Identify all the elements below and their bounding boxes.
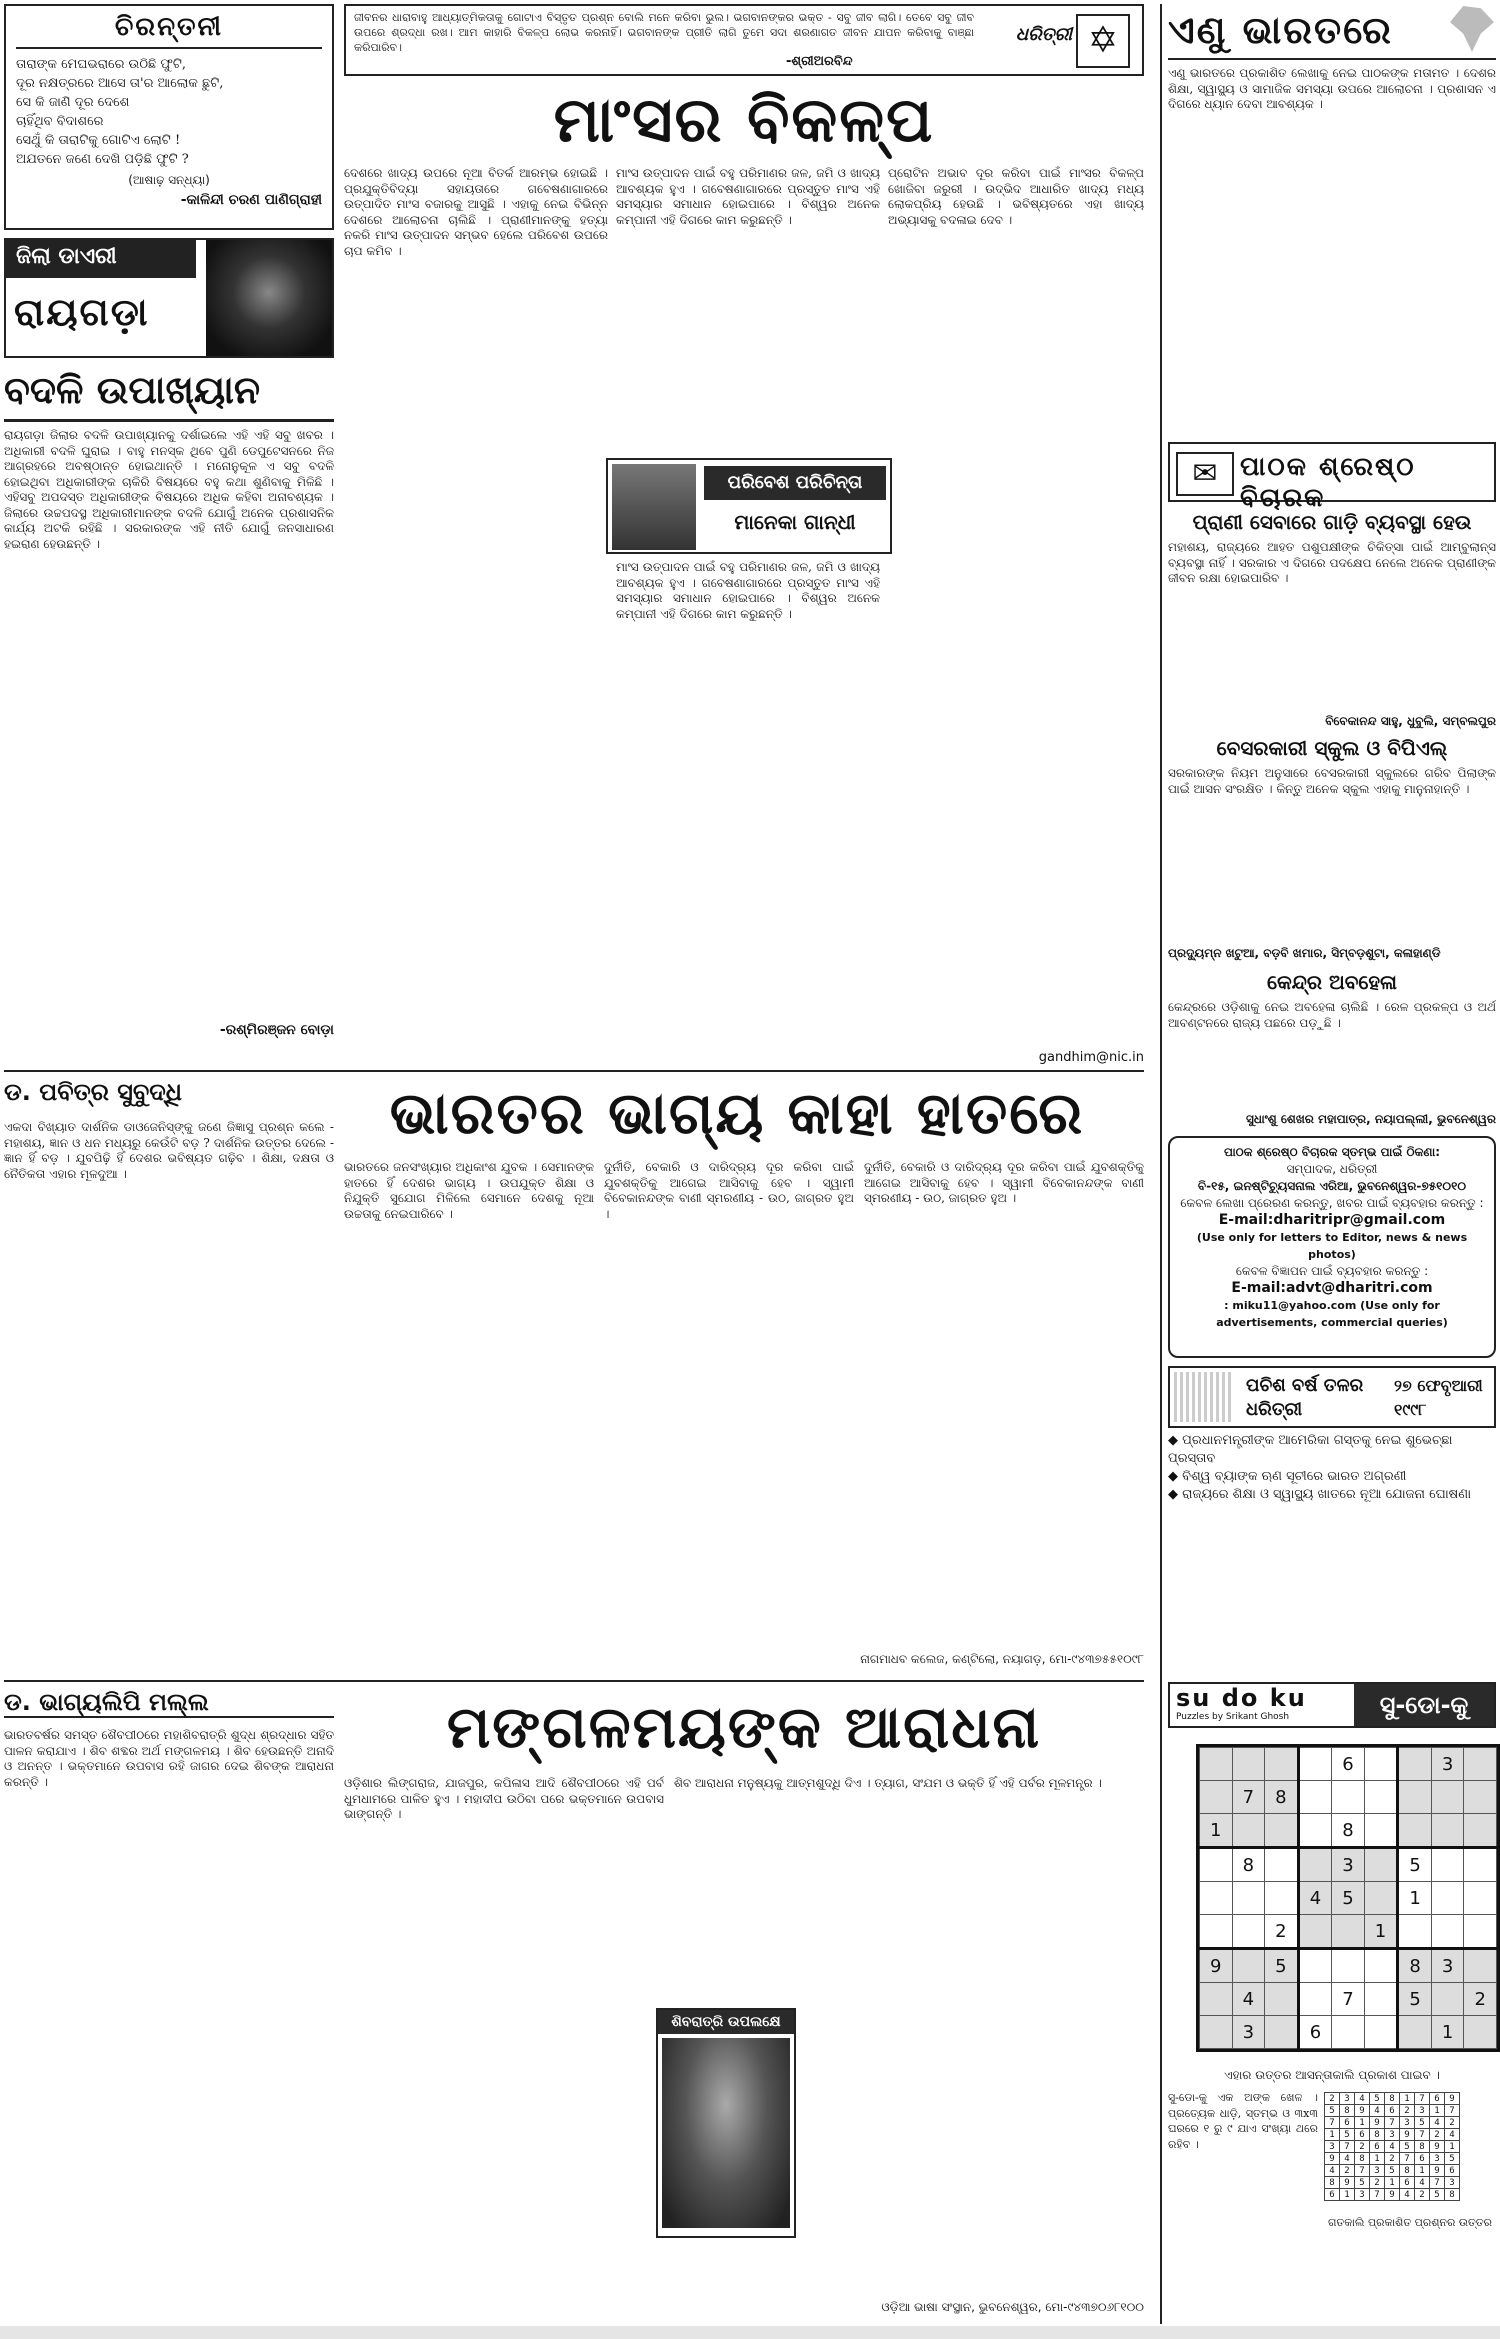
letter2-body: ସରକାରଙ୍କ ନିୟମ ଅନୁସାରେ ବେସରକାରୀ ସ୍କୁଲରେ ଗରିବ ପିଲାଙ୍କ ପାଇଁ ଆସନ ସଂରକ୍ଷିତ । କିନ୍ତୁ ଅନେକ ସ୍କୁଲ ଏହାକୁ ମାନୁନାହାନ୍ତି । xyxy=(1168,766,1496,796)
deity-image xyxy=(206,240,332,356)
sudoku-cell: 8 xyxy=(1332,1814,1365,1848)
solution-cell: 3 xyxy=(1355,2189,1370,2201)
sudoku-cell: 4 xyxy=(1298,1882,1332,1915)
sudoku-answer-note: ଏହାର ଉତ୍ତର ଆସନ୍ତାକାଲି ପ୍ରକାଶ ପାଇବ । xyxy=(1224,2068,1440,2082)
sudoku-cell: 9 xyxy=(1200,1949,1233,1983)
badali-headline: ବଦଳି ଉପାଖ୍ୟାନ xyxy=(4,368,334,422)
mangal-address: ଓଡ଼ିଆ ଭାଷା ସଂସ୍ଥାନ, ଭୁବନେଶ୍ୱର, ମୋ-୯୪୩୭୦୬୮୧୦୦ xyxy=(881,2300,1144,2314)
solution-cell: 2 xyxy=(1415,2189,1430,2201)
solution-cell: 8 xyxy=(1415,2141,1430,2153)
solution-cell: 5 xyxy=(1340,2129,1355,2141)
letter2-title: ବେସରକାରୀ ସ୍କୁଲ ଓ ବିପିଏଲ୍‌ xyxy=(1216,736,1448,760)
sudoku-cell: 5 xyxy=(1398,1983,1432,2016)
sudoku-cell[interactable] xyxy=(1364,1748,1398,1781)
reader-banner-title: ପାଠକ ଶ୍ରେଷ୍ଠ ବିଚାରକ xyxy=(1240,452,1416,513)
solution-cell: 7 xyxy=(1415,2129,1430,2141)
solution-cell: 5 xyxy=(1400,2141,1415,2153)
solution-cell: 6 xyxy=(1325,2189,1340,2201)
solution-cell: 6 xyxy=(1430,2093,1445,2105)
sudoku-cell[interactable] xyxy=(1200,1915,1233,1949)
sudoku-cell: 2 xyxy=(1464,1983,1497,2016)
archive-item: ◆ ରାଜ୍ୟରେ ଶିକ୍ଷା ଓ ସ୍ୱାସ୍ଥ୍ୟ ଖାତରେ ନୂଆ ଯୋଜନା ଘୋଷଣା xyxy=(1168,1487,1472,1502)
solution-cell: 5 xyxy=(1355,2177,1370,2189)
sudoku-cell[interactable] xyxy=(1364,1781,1398,1814)
bharat-body-col3: ଦୁର୍ନୀତି, ବେକାରି ଓ ଦାରିଦ୍ର୍ୟ ଦୂର କରିବା ପାଇଁ ଯୁବଶକ୍ତିକୁ ଆଗେଇ ଆସିବାକୁ ହେବ । ସ୍ୱାମୀ ବିବେକାନନ୍ଦଙ୍କ ବାଣୀ ସ୍ମରଣୀୟ - ଉଠ, ଜାଗ୍ରତ ହୁଅ । xyxy=(604,1160,854,1221)
chirantani-box xyxy=(4,4,334,230)
solution-cell: 1 xyxy=(1400,2093,1415,2105)
bharat-body-col4: ଦୁର୍ନୀତି, ବେକାରି ଓ ଦାରିଦ୍ର୍ୟ ଦୂର କରିବା ପାଇଁ ଯୁବଶକ୍ତିକୁ ଆଗେଇ ଆସିବାକୁ ହେବ । ସ୍ୱାମୀ ବିବେକାନନ୍ଦଙ୍କ ବାଣୀ ସ୍ମରଣୀୟ - ଉଠ, ଜାଗ୍ରତ ହୁଅ । xyxy=(864,1160,1144,1205)
solution-cell: 7 xyxy=(1340,2141,1355,2153)
right-col-divider xyxy=(1160,4,1162,2324)
sudoku-cell[interactable] xyxy=(1265,1848,1299,1882)
solution-cell: 7 xyxy=(1430,2177,1445,2189)
sudoku-cell: 6 xyxy=(1332,1748,1365,1781)
solution-cell: 6 xyxy=(1355,2129,1370,2141)
sudoku-cell[interactable] xyxy=(1232,1748,1265,1781)
sudoku-cell[interactable] xyxy=(1364,1949,1398,1983)
sudoku-cell: 7 xyxy=(1332,1983,1365,2016)
solution-cell: 3 xyxy=(1445,2177,1460,2189)
sudoku-cell[interactable] xyxy=(1200,1781,1233,1814)
archive-box xyxy=(1168,1366,1496,1428)
chirantani-poem: ତାରାଙ୍କ ମେଘଭରାରେ ଉଠିଛି ଫୁଟି, ଦୂର ନକ୍ଷତ୍ରରେ ଆସେ ତା'ର ଆଲୋକ ଛୁଟି, ସେ କି ଜାଣି ଦୂର ଦେଶେ ଚାହିଁଥିବ ବିଦାଶରେ ସେଥୁଁ କି ତାରାଟିକୁ ଗୋଟିଏ ଲୋଟି ! ଅଯତନେ ଜଣେ ଦେଖି ପଡ଼ିଛି ଫୁଟି ? xyxy=(16,57,224,167)
sudoku-credit: Puzzles by Srikant Ghosh xyxy=(1176,1712,1290,1722)
contact-line2: ବି-୧୫, ଇନଷ୍ଟିଚ୍ୟୁସନାଲ ଏରିଆ, ଭୁବନେଶ୍ୱର-୭୫୧୦୧୦ xyxy=(1197,1179,1467,1193)
sudoku-cell: 3 xyxy=(1332,1848,1365,1882)
solution-cell: 4 xyxy=(1445,2129,1460,2141)
sudoku-cell[interactable] xyxy=(1265,1983,1299,2016)
sudoku-cell[interactable] xyxy=(1298,1983,1332,2016)
sudoku-cell[interactable] xyxy=(1364,1882,1398,1915)
solution-cell: 3 xyxy=(1400,2117,1415,2129)
archive-logo xyxy=(1174,1372,1234,1422)
solution-cell: 5 xyxy=(1445,2153,1460,2165)
envelope-icon: ✉ xyxy=(1176,452,1234,496)
sudoku-cell[interactable] xyxy=(1200,1748,1233,1781)
sudoku-cell: 6 xyxy=(1298,2016,1332,2049)
solution-cell: 1 xyxy=(1385,2177,1400,2189)
sudoku-cell[interactable] xyxy=(1398,1748,1432,1781)
contact-email2[interactable]: E-mail:advt@dharitri.com xyxy=(1231,1280,1433,1296)
sudoku-cell[interactable] xyxy=(1332,1781,1365,1814)
solution-cell: 3 xyxy=(1370,2165,1385,2177)
sudoku-grid[interactable] xyxy=(1199,1747,1497,2049)
columnist-box xyxy=(606,458,892,554)
sudoku-cell[interactable] xyxy=(1332,1949,1365,1983)
letter3-title: କେନ୍ଦ୍ର ଅବହେଳା xyxy=(1266,970,1398,994)
sudoku-cell[interactable] xyxy=(1232,1882,1265,1915)
solution-cell: 2 xyxy=(1445,2117,1460,2129)
solution-cell: 6 xyxy=(1340,2117,1355,2129)
shivratri-box xyxy=(656,2008,796,2238)
archive-item: ◆ ବିଶ୍ୱ ବ୍ୟାଙ୍କ ଋଣ ସୂଚୀରେ ଭାରତ ଅଗ୍ରଣୀ xyxy=(1168,1469,1407,1484)
solution-cell: 9 xyxy=(1370,2117,1385,2129)
mangal-body-col3: ଶିବ ଆରାଧନା ମନୁଷ୍ୟକୁ ଆତ୍ମଶୁଦ୍ଧି ଦିଏ । ତ୍ୟାଗ, ସଂଯମ ଓ ଭକ୍ତି ହିଁ ଏହି ପର୍ବର ମୂଳମନ୍ତ୍ର । xyxy=(674,1776,1102,1790)
letter2-author: ପ୍ରଦ୍ୟୁମ୍ନ ଖଟୁଆ, ବଡ଼ବି ଖମାର, ସିମ୍ବଡ଼ଶୁଟା, କଳାହାଣ୍ଡି xyxy=(1168,946,1441,960)
sudoku-cell[interactable] xyxy=(1431,1814,1464,1848)
sudoku-cell[interactable] xyxy=(1464,1814,1497,1848)
quote-logo: ଧରିତ୍ରୀ xyxy=(1015,24,1072,45)
divider-lower xyxy=(4,1680,1144,1682)
sudoku-cell[interactable] xyxy=(1200,1882,1233,1915)
archive-date: ୨୭ ଫେବୃଆରୀ ୧୯୯୮ xyxy=(1394,1376,1483,1419)
badali-body: ରାୟଗଡ଼ା ଜିଲାର ବଦଳି ଉପାଖ୍ୟାନକୁ ଦର୍ଶାଇଲେ ଏହି ଏହି ସବୁ ଖବର । ଅଧିକାରୀ ବଦଳି ଘୁରାଇ । ବାହୁ ମନସ୍କ ଥିବେ ପୁଣି ଡେପୁଟେସନରେ ନିଜ ଆଗ୍ରହରେ ଅବଷ୍ଠାନ୍ତ ହୋଇଥାନ୍ତି । ମନୋନୁକୂଳ ଏ ସବୁ ବଦଳି ହୋଇଥିବା ଅଧିକାରୀଙ୍କ ଚାକିରି ବିଷୟରେ ବହୁ କଥା ଶୁଣିବାକୁ ମିଳିଛି । ଏହିସବୁ ଅପଦସ୍ତ ଅଧିକାରୀଙ୍କ ବିଷୟରେ ଅଧିକ କହିବା ଅନାବଶ୍ୟକ । ଜିଲାରେ ଉଚ୍ଚପଦସ୍ଥ ଅଧିକାରୀମାନଙ୍କ ବଦଳି ଯୋଗୁଁ ଅନେକ ପ୍ରଶାସନିକ କାର୍ଯ୍ୟ ଅଟକି ରହିଛି । ସରକାରଙ୍କ ଏହି ନୀତି ଯୋଗୁଁ ଜନସାଧାରଣ ହଇରାଣ ହେଉଛନ୍ତି । xyxy=(4,428,334,551)
sudoku-cell: 3 xyxy=(1431,1748,1464,1781)
solution-cell: 2 xyxy=(1325,2093,1340,2105)
sudoku-cell[interactable] xyxy=(1298,1949,1332,1983)
solution-cell: 3 xyxy=(1385,2129,1400,2141)
star-emblem-icon: ✡ xyxy=(1076,14,1130,68)
columnist-name: ମାନେକା ଗାନ୍ଧୀ xyxy=(734,510,856,534)
sudoku-cell[interactable] xyxy=(1364,1983,1398,2016)
solution-cell: 2 xyxy=(1370,2177,1385,2189)
contact-line1: ସମ୍ପାଦକ, ଧରିତ୍ରୀ xyxy=(1286,1162,1378,1176)
sudoku-cell[interactable] xyxy=(1398,1814,1432,1848)
solution-cell: 9 xyxy=(1430,2141,1445,2153)
sudoku-cell[interactable] xyxy=(1431,1848,1464,1882)
sudoku-cell[interactable] xyxy=(1431,1882,1464,1915)
solution-cell: 7 xyxy=(1445,2105,1460,2117)
solution-cell: 4 xyxy=(1415,2177,1430,2189)
sudoku-cell: 3 xyxy=(1431,1949,1464,1983)
bharat-body-col2: ଭାରତରେ ଜନସଂଖ୍ୟାର ଅଧିକାଂଶ ଯୁବକ । ସେମାନଙ୍କ ହାତରେ ହିଁ ଦେଶର ଭାଗ୍ୟ । ଉପଯୁକ୍ତ ଶିକ୍ଷା ଓ ନିଯୁକ୍ତି ସୁଯୋଗ ମିଳିଲେ ସେମାନେ ଦେଶକୁ ନୂଆ ଉଚ୍ଚତାକୁ ନେଇପାରିବେ । xyxy=(344,1160,594,1221)
masthead-title: ଏଣୁ ଭାରତରେ xyxy=(1168,8,1393,52)
solution-cell: 8 xyxy=(1400,2165,1415,2177)
letter3-author: ସୁଧାଂଶୁ ଶେଖର ମହାପାତ୍ର, ନୟାପଲ୍ଲୀ, ଭୁବନେଶ୍ୱର xyxy=(1246,1112,1496,1126)
mangal-body-col2: ଓଡ଼ିଶାର ଲିଙ୍ଗରାଜ, ଯାଜପୁର, କପିଳାସ ଆଦି ଶୈବପୀଠରେ ଏହି ପର୍ବ ଧୁମଧାମରେ ପାଳିତ ହୁଏ । ମହାଦୀପ ଉଠିବା ପରେ ଭକ୍ତମାନେ ଉପବାସ ଭାଙ୍ଗନ୍ତି । xyxy=(344,1776,664,1821)
solution-cell: 8 xyxy=(1340,2105,1355,2117)
zilla-diary-box xyxy=(4,238,334,358)
solution-cell: 9 xyxy=(1355,2105,1370,2117)
bharat-headline: ଭାରତର ଭାଗ୍ୟ କାହା ହାତରେ xyxy=(389,1079,1085,1147)
solution-cell: 4 xyxy=(1325,2165,1340,2177)
chirantani-title: ଚିରନ୍ତନୀ xyxy=(16,12,322,49)
solution-cell: 8 xyxy=(1370,2129,1385,2141)
mansa-body-col1: ଦେଶରେ ଖାଦ୍ୟ ଉପରେ ନୂଆ ବିତର୍କ ଆରମ୍ଭ ହୋଇଛି । ପ୍ରଯୁକ୍ତିବିଦ୍ୟା ସହାୟତାରେ ଗବେଷଣାଗାରରେ ଉତ୍ପାଦିତ ମାଂସ ବଜାରକୁ ଆସୁଛି । ଏହାକୁ ନେଇ ବିଭିନ୍ନ ଦେଶରେ ଆଲୋଚନା ଚାଲିଛି । ପ୍ରାଣୀମାନଙ୍କୁ ହତ୍ୟା ନକରି ମାଂସ ଉତ୍ପାଦନ ସମ୍ଭବ ହେଲେ ପରିବେଶ ଉପରେ ଚାପ କମିବ । xyxy=(344,166,608,258)
sudoku-cell[interactable] xyxy=(1464,1882,1497,1915)
sudoku-cell[interactable] xyxy=(1298,1848,1332,1882)
letter1-body: ମହାଶୟ, ରାଜ୍ୟରେ ଆହତ ପଶୁପକ୍ଷୀଙ୍କ ଚିକିତ୍ସା ପାଇଁ ଆମ୍ବୁଲାନ୍ସ ବ୍ୟବସ୍ଥା ନାହିଁ । ସରକାର ଏ ଦିଗରେ ପଦକ୍ଷେପ ନେଲେ ଅନେକ ପ୍ରାଣୀଙ୍କ ଜୀବନ ରକ୍ଷା ହୋଇପାରିବ । xyxy=(1168,540,1496,585)
shivratri-label: ଶିବରାତ୍ରି ଉପଲକ୍ଷେ xyxy=(658,2010,794,2034)
sudoku-cell[interactable] xyxy=(1464,1781,1497,1814)
sudoku-cell: 8 xyxy=(1232,1848,1265,1882)
contact-email3[interactable]: : miku11@yahoo.com (Use only for advertisements, commercial queries) xyxy=(1216,1299,1448,1329)
mangal-kicker: ଡ. ଭାଗ୍ୟଲିପି ମଲ୍ଲ xyxy=(4,1688,334,1718)
sudoku-cell[interactable] xyxy=(1200,1983,1233,2016)
solution-cell: 7 xyxy=(1400,2153,1415,2165)
sudoku-cell[interactable] xyxy=(1265,1882,1299,1915)
sudoku-solution-wrap xyxy=(1324,2092,1460,2201)
sudoku-cell[interactable] xyxy=(1265,1748,1299,1781)
solution-cell: 6 xyxy=(1445,2165,1460,2177)
letter3-body: କେନ୍ଦ୍ରରେ ଓଡ଼ିଶାକୁ ନେଇ ଅବହେଳା ଚାଲିଛି । ରେଳ ପ୍ରକଳ୍ପ ଓ ଅର୍ଥ ଆବଣ୍ଟନରେ ରାଜ୍ୟ ପଛରେ ପଡ଼ୁଛି । xyxy=(1168,1000,1496,1030)
sudoku-header xyxy=(1168,1682,1496,1728)
mangal-headline: ମଙ୍ଗଳମୟଙ୍କ ଆରାଧନା xyxy=(446,1693,1042,1761)
solution-cell: 9 xyxy=(1325,2153,1340,2165)
solution-cell: 8 xyxy=(1355,2153,1370,2165)
solution-cell: 6 xyxy=(1370,2141,1385,2153)
solution-cell: 3 xyxy=(1325,2141,1340,2153)
sudoku-cell[interactable] xyxy=(1265,2016,1299,2049)
sudoku-cell[interactable] xyxy=(1431,1781,1464,1814)
zilla-diary-district: ରାୟଗଡ଼ା xyxy=(14,290,150,334)
sudoku-brand-odia: ସୁ-ଡୋ-କୁ xyxy=(1354,1684,1494,1726)
solution-cell: 7 xyxy=(1370,2189,1385,2201)
bottom-strip xyxy=(0,2326,1500,2339)
columnist-photo xyxy=(612,464,696,550)
sudoku-cell[interactable] xyxy=(1464,1748,1497,1781)
sudoku-cell[interactable] xyxy=(1332,2016,1365,2049)
solution-cell: 2 xyxy=(1430,2129,1445,2141)
sudoku-cell[interactable] xyxy=(1398,1781,1432,1814)
sudoku-cell[interactable] xyxy=(1431,1983,1464,2016)
sudoku-cell[interactable] xyxy=(1398,2016,1432,2049)
sudoku-solution xyxy=(1324,2092,1460,2201)
sudoku-cell: 8 xyxy=(1398,1949,1432,1983)
quote-author: -ଶ୍ରୀଅରବିନ୍ଦ xyxy=(786,54,853,69)
sudoku-cell: 3 xyxy=(1232,2016,1265,2049)
solution-cell: 8 xyxy=(1385,2093,1400,2105)
sudoku-cell: 1 xyxy=(1200,1814,1233,1848)
solution-cell: 5 xyxy=(1415,2117,1430,2129)
sudoku-cell[interactable] xyxy=(1200,1848,1233,1882)
solution-cell: 6 xyxy=(1385,2105,1400,2117)
sudoku-rules: ସୁ-ଡୋ-କୁ ଏକ ଅଙ୍କ ଖେଳ । ପ୍ରତ୍ୟେକ ଧାଡ଼ି, ସ୍ତମ୍ଭ ଓ ୩x୩ ଘରରେ ୧ ରୁ ୯ ଯାଏ ସଂଖ୍ୟା ଥରେ ରହିବ । xyxy=(1168,2091,1318,2151)
chirantani-author: -କାଳିନ୍ଦୀ ଚରଣ ପାଣିଗ୍ରାହୀ xyxy=(180,192,322,208)
sudoku-cell[interactable] xyxy=(1364,1848,1398,1882)
quote-text: ଜୀବନର ଧାରାବାହୁ ଆଧ୍ୟାତ୍ମିକତାକୁ ଗୋଟାଏ ବିସ୍ତୃତ ପ୍ରଶ୍ନ ବୋଲି ମନେ କରିବା ଭୁଲ। ଭଗବାନଙ୍କର ଭକ୍ତ - ସବୁ ଜୀବ ଲାଗି। ତେବେ ସବୁ ଜୀବ ଉପରେ ଶ୍ରଦ୍ଧା ରଖ। ଆମ କାହାରି ବିକଳ୍ପ ଲୋଭ କରନାହିଁ। ଭଗବାନଙ୍କ ପ୍ରୀତି ଲାଗି ତୁମେ ସଦା ଶରଣାଗତ ଜୀବନ ଯାପନ କରିବାକୁ ବାଞ୍ଛା କରିପାରିବ। xyxy=(354,11,974,54)
sudoku-cell: 2 xyxy=(1265,1915,1299,1949)
sudoku-cell: 1 xyxy=(1364,1915,1398,1949)
chirantani-source: (ଆଷାଢ଼ ସନ୍ଧ୍ୟା) xyxy=(128,173,210,187)
solution-cell: 4 xyxy=(1340,2153,1355,2165)
sudoku-cell: 4 xyxy=(1232,1983,1265,2016)
reader-banner xyxy=(1168,442,1496,513)
sudoku-brand: su do ku xyxy=(1176,1684,1307,1712)
solution-cell: 2 xyxy=(1400,2105,1415,2117)
sudoku-cell[interactable] xyxy=(1232,1949,1265,1983)
sudoku-cell[interactable] xyxy=(1232,1814,1265,1848)
solution-cell: 7 xyxy=(1415,2093,1430,2105)
solution-cell: 1 xyxy=(1325,2129,1340,2141)
sudoku-cell: 8 xyxy=(1265,1781,1299,1814)
sudoku-cell[interactable] xyxy=(1464,1915,1497,1949)
solution-cell: 6 xyxy=(1415,2153,1430,2165)
solution-cell: 6 xyxy=(1400,2177,1415,2189)
sudoku-cell[interactable] xyxy=(1298,1748,1332,1781)
bharat-address: ନାଗମାଧବ କଲେଜ, କଣ୍ଟିଲୋ, ନୟାଗଡ଼, ମୋ-୯୪୩୭୫୫୧୦୯୮ xyxy=(860,1652,1144,1666)
solution-cell: 2 xyxy=(1340,2165,1355,2177)
contact-line3: କେବଳ ଲେଖା ପ୍ରେରଣ କରନ୍ତୁ, ଖବର ପାଇଁ ବ୍ୟବହାର କରନ୍ତୁ : xyxy=(1180,1196,1484,1210)
mangal-body-col1: ଭାରତବର୍ଷର ସମସ୍ତ ଶୈବପୀଠରେ ମହାଶିବରାତ୍ରି ଶୁଦ୍ଧ ଶ୍ରଦ୍ଧାର ସହିତ ପାଳନ କରାଯାଏ । ଶିବ ଶବ୍ଦର ଅର୍ଥ ମଙ୍ଗଳମୟ । ଶିବ ହେଉଛନ୍ତି ଅନାଦି ଓ ଅନନ୍ତ । ଭକ୍ତମାନେ ଉପବାସ ରହି ଜାଗର ଦେଇ ଶିବଙ୍କ ଆରାଧନା କରନ୍ତି । xyxy=(4,1728,334,1789)
right-intro: ଏଣୁ ଭାରତରେ ପ୍ରକାଶିତ ଲେଖାକୁ ନେଇ ପାଠକଙ୍କ ମତାମତ । ଦେଶର ଶିକ୍ଷା, ସ୍ୱାସ୍ଥ୍ୟ ଓ ସାମାଜିକ ସମସ୍ୟା ଉପରେ ଆଲୋଚନା । ପ୍ରଶାସନ ଏ ଦିଗରେ ଧ୍ୟାନ ଦେବା ଆବଶ୍ୟକ । xyxy=(1168,66,1496,111)
mansa-email: gandhim@nic.in xyxy=(1038,1050,1144,1065)
solution-cell: 7 xyxy=(1355,2165,1370,2177)
archive-list xyxy=(1168,1432,1496,1504)
mansa-body-col2b: ମାଂସ ଉତ୍ପାଦନ ପାଇଁ ବହୁ ପରିମାଣର ଜଳ, ଜମି ଓ ଖାଦ୍ୟ ଆବଶ୍ୟକ ହୁଏ । ଗବେଷଣାଗାରରେ ପ୍ରସ୍ତୁତ ମାଂସ ଏହି ସମସ୍ୟାର ସମାଧାନ ହୋଇପାରେ । ବିଶ୍ୱର ଅନେକ କମ୍ପାନୀ ଏହି ଦିଗରେ କାମ କରୁଛନ୍ତି । xyxy=(616,560,880,621)
contact-email1[interactable]: E-mail:dharitripr@gmail.com xyxy=(1218,1212,1446,1228)
bharat-kicker: ଡ. ପବିତ୍ର ସୁବୁଦ୍ଧି xyxy=(4,1078,183,1106)
sudoku-cell[interactable] xyxy=(1298,1781,1332,1814)
contact-note1: (Use only for letters to Editor, news & news photos) xyxy=(1196,1231,1468,1261)
solution-cell: 4 xyxy=(1355,2093,1370,2105)
solution-cell: 5 xyxy=(1370,2093,1385,2105)
solution-cell: 5 xyxy=(1385,2165,1400,2177)
sudoku-cell[interactable] xyxy=(1200,2016,1233,2049)
sudoku-cell[interactable] xyxy=(1464,1949,1497,1983)
solution-cell: 1 xyxy=(1355,2117,1370,2129)
sudoku-cell[interactable] xyxy=(1298,1814,1332,1848)
solution-cell: 2 xyxy=(1355,2141,1370,2153)
solution-cell: 7 xyxy=(1325,2117,1340,2129)
sudoku-cell[interactable] xyxy=(1398,1915,1432,1949)
solution-cell: 1 xyxy=(1430,2105,1445,2117)
sudoku-cell[interactable] xyxy=(1464,1848,1497,1882)
solution-cell: 7 xyxy=(1385,2117,1400,2129)
badali-author: -ରଶ୍ମିରଞ୍ଜନ ବୋଡ଼ା xyxy=(219,1022,334,1038)
solution-cell: 8 xyxy=(1445,2189,1460,2201)
solution-cell: 9 xyxy=(1385,2189,1400,2201)
mansa-body-col3: ପ୍ରୋଟିନ ଅଭାବ ଦୂର କରିବା ପାଇଁ ମାଂସର ବିକଳ୍ପ ଖୋଜିବା ଜରୁରୀ । ଉଦ୍ଭିଦ ଆଧାରିତ ଖାଦ୍ୟ ମଧ୍ୟ ଲୋକପ୍ରିୟ ହେଉଛି । ଭବିଷ୍ୟତରେ ଏହା ଖାଦ୍ୟ ଅଭ୍ୟାସକୁ ବଦଳାଇ ଦେବ । xyxy=(888,166,1144,227)
solution-cell: 4 xyxy=(1400,2189,1415,2201)
sudoku-cell[interactable] xyxy=(1232,1915,1265,1949)
masthead xyxy=(1168,4,1496,60)
letter1-author: ବିବେକାନନ୍ଦ ସାହୁ, ଧୁବୁଲି, ସମ୍ବଲପୁର xyxy=(1325,714,1496,728)
sudoku-cell: 1 xyxy=(1398,1882,1432,1915)
solution-cell: 2 xyxy=(1385,2153,1400,2165)
sudoku-cell[interactable] xyxy=(1265,1814,1299,1848)
sudoku-cell: 7 xyxy=(1232,1781,1265,1814)
sudoku-prev-label: ଗତକାଲି ପ୍ରକାଶିତ ପ୍ରଶ୍ନର ଉତ୍ତର xyxy=(1327,2216,1493,2229)
mansa-body-col2: ମାଂସ ଉତ୍ପାଦନ ପାଇଁ ବହୁ ପରିମାଣର ଜଳ, ଜମି ଓ ଖାଦ୍ୟ ଆବଶ୍ୟକ ହୁଏ । ଗବେଷଣାଗାରରେ ପ୍ରସ୍ତୁତ ମାଂସ ଏହି ସମସ୍ୟାର ସମାଧାନ ହୋଇପାରେ । ବିଶ୍ୱର ଅନେକ କମ୍ପାନୀ ଏହି ଦିଗରେ କାମ କରୁଛନ୍ତି । xyxy=(616,166,880,227)
solution-cell: 3 xyxy=(1415,2105,1430,2117)
solution-cell: 1 xyxy=(1415,2165,1430,2177)
solution-cell: 5 xyxy=(1325,2105,1340,2117)
solution-cell: 8 xyxy=(1325,2177,1340,2189)
solution-cell: 4 xyxy=(1430,2117,1445,2129)
sudoku-cell: 1 xyxy=(1431,2016,1464,2049)
solution-cell: 9 xyxy=(1400,2129,1415,2141)
column-label: ପରିବେଶ ପରିଚିନ୍ତା xyxy=(704,466,886,500)
sudoku-cell[interactable] xyxy=(1364,1814,1398,1848)
sudoku-cell[interactable] xyxy=(1464,2016,1497,2049)
solution-cell: 3 xyxy=(1340,2093,1355,2105)
shiva-image xyxy=(662,2038,790,2228)
sudoku-cell: 5 xyxy=(1332,1882,1365,1915)
sudoku-cell: 5 xyxy=(1265,1949,1299,1983)
sudoku-cell: 5 xyxy=(1398,1848,1432,1882)
sudoku-grid-wrap xyxy=(1196,1744,1500,2052)
zilla-diary-label: ଜିଲା ଡାଏରୀ xyxy=(6,240,196,278)
sudoku-cell[interactable] xyxy=(1332,1915,1365,1949)
solution-cell: 1 xyxy=(1445,2141,1460,2153)
archive-label: ପଚିଶ ବର୍ଷ ତଳର ଧରିତ୍ରୀ xyxy=(1246,1375,1364,1420)
solution-cell: 9 xyxy=(1340,2177,1355,2189)
solution-cell: 4 xyxy=(1385,2141,1400,2153)
mansa-headline: ମାଂସର ବିକଳ୍ପ xyxy=(553,83,935,156)
archive-item: ◆ ପ୍ରଧାନମନ୍ତ୍ରୀଙ୍କ ଆମେରିକା ଗସ୍ତକୁ ନେଇ ଶୁଭେଚ୍ଛା ପ୍ରସ୍ତାବ xyxy=(1168,1433,1453,1466)
letter1-title: ପ୍ରାଣୀ ସେବାରେ ଗାଡ଼ି ବ୍ୟବସ୍ଥା ହେଉ xyxy=(1192,510,1472,534)
solution-cell: 9 xyxy=(1430,2165,1445,2177)
bharat-body-col1: ଏକଦା ବିଖ୍ୟାତ ଦାର୍ଶନିକ ଡାଓଜେନିସ୍‌ଙ୍କୁ ଜଣେ ଜିଜ୍ଞାସୁ ପ୍ରଶ୍ନ କଲେ - ମହାଶୟ, ଜ୍ଞାନ ଓ ଧନ ମଧ୍ୟରୁ କେଉଁଟି ବଡ଼ ? ଦାର୍ଶନିକ ଉତ୍ତର ଦେଲେ - ଜ୍ଞାନ ହିଁ ବଡ଼ । ଯୁବପିଢ଼ି ହିଁ ଦେଶର ଭବିଷ୍ୟତ ଗଢ଼ିବ । ଶିକ୍ଷା, ଦକ୍ଷତା ଓ ନୈତିକତା ଏହାର ମୂଳଦୁଆ । xyxy=(4,1120,334,1181)
solution-cell: 3 xyxy=(1430,2153,1445,2165)
sudoku-cell[interactable] xyxy=(1298,1915,1332,1949)
sudoku-cell[interactable] xyxy=(1364,2016,1398,2049)
contact-line4: କେବଳ ବିଜ୍ଞାପନ ପାଇଁ ବ୍ୟବହାର କରନ୍ତୁ : xyxy=(1235,1264,1429,1278)
contact-heading: ପାଠକ ଶ୍ରେଷ୍ଠ ବିଚାରକ ସ୍ତମ୍ଭ ପାଇଁ ଠିକଣା: xyxy=(1223,1145,1441,1159)
solution-cell: 5 xyxy=(1430,2189,1445,2201)
solution-cell: 1 xyxy=(1340,2189,1355,2201)
solution-cell: 9 xyxy=(1445,2093,1460,2105)
quote-box xyxy=(344,4,1144,76)
contact-box xyxy=(1168,1136,1496,1358)
solution-cell: 4 xyxy=(1370,2105,1385,2117)
solution-cell: 1 xyxy=(1370,2153,1385,2165)
sudoku-cell[interactable] xyxy=(1431,1915,1464,1949)
